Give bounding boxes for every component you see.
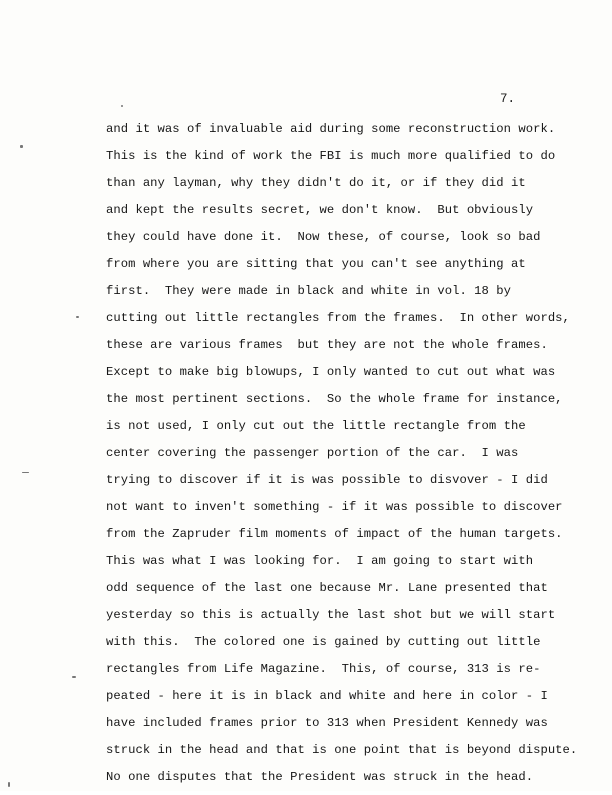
text-line: these are various frames but they are not the whole frames. [106,338,548,352]
text-line: peated - here it is in black and white and here in color - I [106,689,548,703]
text-line: with this. The colored one is gained by cutting out little [106,635,541,649]
scan-speck [22,472,29,473]
text-line: rectangles from Life Magazine. This, of course, 313 is re- [106,662,541,676]
text-line: No one disputes that the President was struck in the head. [106,770,534,784]
text-line: trying to discover if it is was possible to disvover - I did [106,473,548,487]
text-line: not want to inven't something - if it was possible to discover [106,500,563,514]
text-line: center covering the passenger portion of the car. I was [106,446,519,460]
text-line: from the Zapruder film moments of impact of the human targets. [106,527,563,541]
text-line: from where you are sitting that you can't see anything at [106,257,526,271]
text-line: odd sequence of the last one because Mr. Lane presented that [106,581,548,595]
text-line: the most pertinent sections. So the whole frame for instance, [106,392,563,406]
text-line: This is the kind of work the FBI is much more qualified to do [106,149,556,163]
text-line: have included frames prior to 313 when President Kennedy was [106,716,548,730]
text-line: than any layman, why they didn't do it, or if they did it [106,176,526,190]
text-line: first. They were made in black and white in vol. 18 by [106,284,512,298]
page-number: 7. [500,92,516,106]
scan-speck [8,782,10,787]
text-line: Except to make big blowups, I only wanted to cut out what was [106,365,556,379]
text-line: This was what I was looking for. I am going to start with [106,554,534,568]
text-line: they could have done it. Now these, of course, look so bad [106,230,541,244]
scan-speck [76,316,79,318]
text-line: cutting out little rectangles from the frames. In other words, [106,311,570,325]
text-line: and it was of invaluable aid during some reconstruction work. [106,122,556,136]
text-line: struck in the head and that is one point that is beyond dispute. [106,743,578,757]
text-line: and kept the results secret, we don't know. But obviously [106,203,534,217]
scan-speck [72,676,76,678]
scan-speck [121,105,123,107]
body-text [106,120,576,795]
text-line: yesterday so this is actually the last shot but we will start [106,608,556,622]
text-line: is not used, I only cut out the little rectangle from the [106,419,526,433]
scan-speck [20,145,23,148]
